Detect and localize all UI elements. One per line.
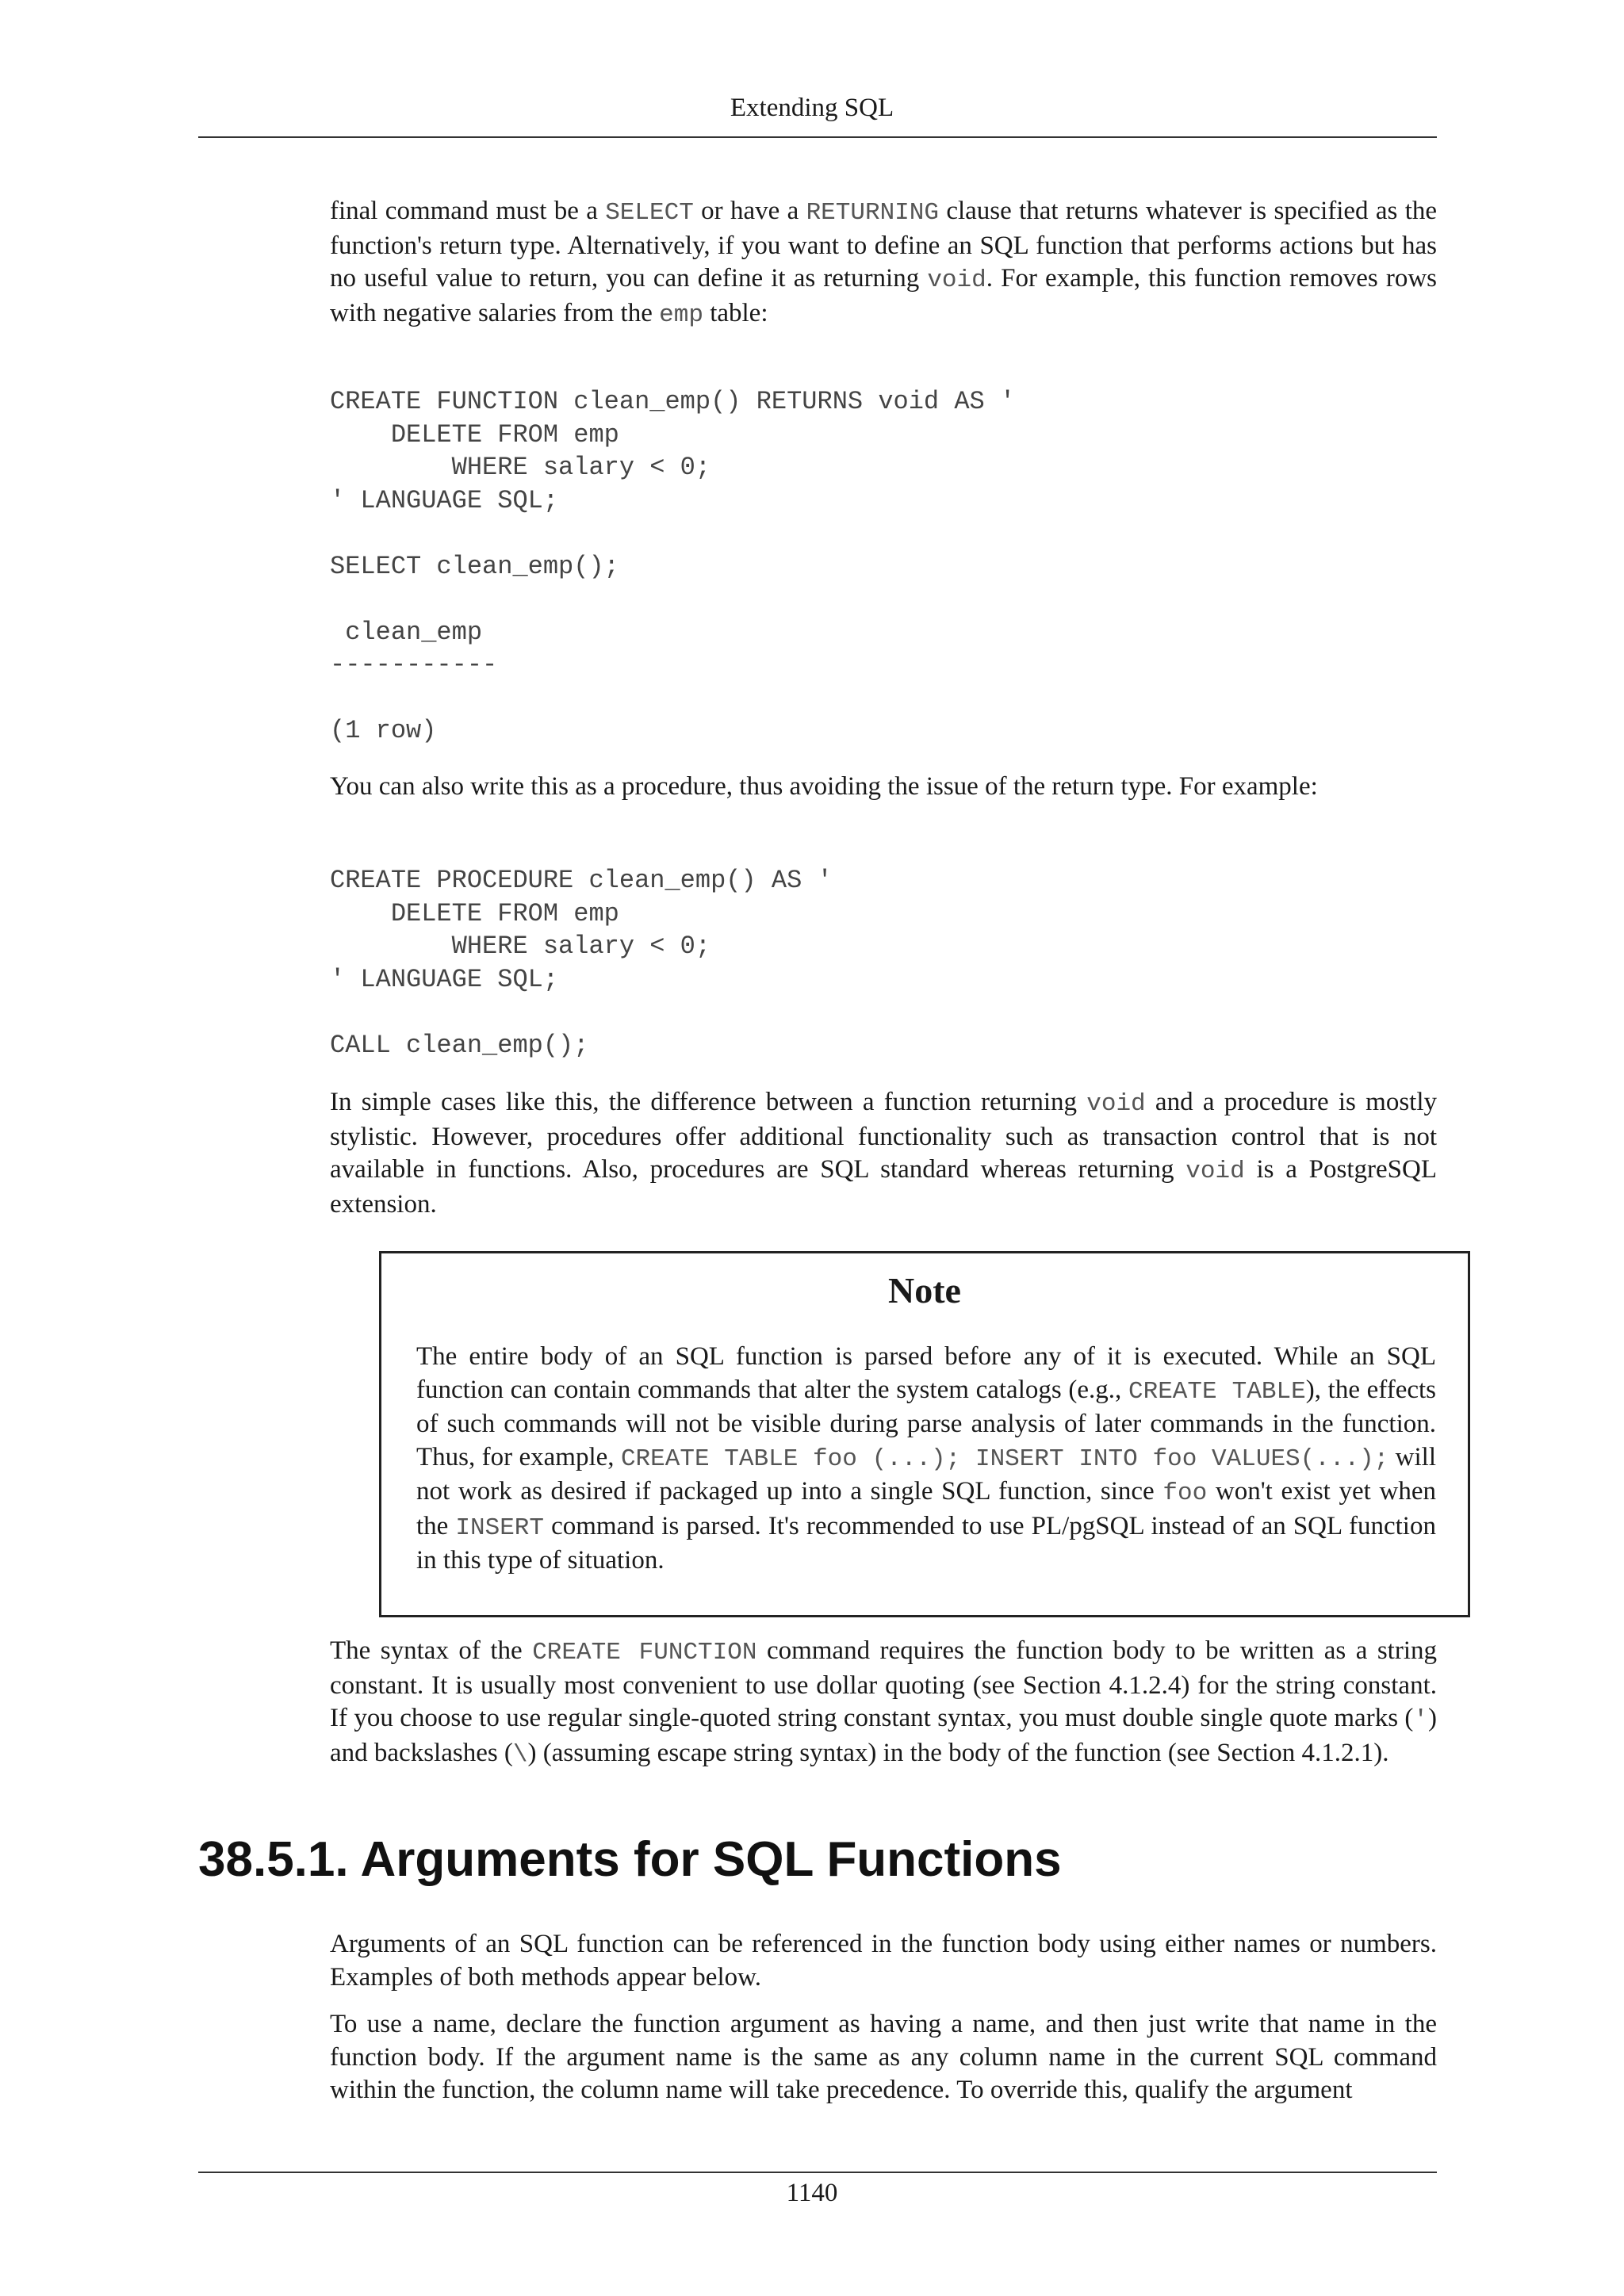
running-header: Extending SQL: [730, 94, 894, 122]
inline-code: RETURNING: [806, 199, 939, 227]
inline-code: void: [1086, 1090, 1146, 1118]
inline-code: CREATE FUNCTION: [532, 1639, 757, 1667]
inline-code: CREATE TABLE: [1128, 1377, 1306, 1406]
note-body: The entire body of an SQL function is parsed before any of it is executed. While an SQL function can contain commands that alter the system catalogs (e.g., CREATE TABLE), the effects of such commands will not be visible during parse analysis of later commands in the function. Thus, for example, CREATE TABLE foo (...); INSERT INTO foo VALUES(...); will not work as desired if packaged up into a single SQL function, since foo won't exist yet when the INSERT command is parsed. It's recommended to use PL/pgSQL instead of an SQL function in this type of situation.: [416, 1342, 1437, 1575]
inline-code: \: [512, 1740, 528, 1769]
paragraph-syntax: The syntax of the CREATE FUNCTION command requires the function body to be written as a string constant. It is usually most convenient to use dollar quoting (see Section 4.1.2.4) for the string constant. If you choose to use regular single-quoted string constant syntax, you must double single quote marks (') and backslashes (\) (assuming escape string syntax) in the body of the function (see Section 4.1.2.1).: [330, 1636, 1438, 1769]
note-title: Note: [888, 1270, 961, 1311]
paragraph-comparison: In simple cases like this, the difference between a function returning void and a procedure is mostly stylistic. However, procedures offer additional functionality such as transaction control that is not available in functions. Also, procedures are SQL standard whereas returning void is a PostgreSQL extension.: [330, 1088, 1437, 1219]
paragraph-procedure: You can also write this as a procedure, thus avoiding the issue of the return type. For example:: [330, 772, 1318, 801]
inline-code: ': [1413, 1706, 1428, 1734]
inline-code: CREATE TABLE foo (...); INSERT INTO foo VALUES(...);: [620, 1445, 1389, 1473]
inline-code: void: [927, 266, 986, 294]
inline-code: INSERT: [455, 1513, 545, 1542]
inline-code: foo: [1162, 1479, 1208, 1507]
inline-code: void: [1185, 1158, 1245, 1185]
inline-code: emp: [659, 300, 703, 329]
paragraph-names: To use a name, declare the function argument as having a name, and then just write that name in the function body. If the argument name is the same as any column name in the current SQL command within the function, the column name will take precedence. To override this, qualify the argument: [330, 2010, 1437, 2104]
paragraph-arguments: Arguments of an SQL function can be referenced in the function body using either names or numbers. Examples of both methods appear below.: [330, 1930, 1437, 1992]
code-example-procedure: CREATE PROCEDURE clean_emp() AS ' DELETE FROM emp WHERE salary < 0; ' LANGUAGE SQL; CALL clean_emp();: [330, 866, 833, 1060]
footer-rule: [198, 2172, 1437, 2173]
inline-code: SELECT: [605, 199, 694, 227]
note-box: [379, 1251, 1470, 1617]
page-number: 1140: [786, 2179, 838, 2207]
section-heading: 38.5.1. Arguments for SQL Functions: [198, 1832, 1062, 1887]
header-rule: [198, 136, 1437, 138]
code-example-function: CREATE FUNCTION clean_emp() RETURNS void AS ' DELETE FROM emp WHERE salary < 0; ' LANGUAGE SQL; SELECT clean_emp(); clean_emp ----------- (1 row): [330, 387, 1016, 745]
paragraph-intro: final command must be a SELECT or have a RETURNING clause that returns whatever is specified as the function's return type. Alternatively, if you want to define an SQL function that performs actions but has no useful value to return, you can define it as returning void. For example, this function removes rows with negative salaries from the emp table:: [330, 197, 1438, 329]
